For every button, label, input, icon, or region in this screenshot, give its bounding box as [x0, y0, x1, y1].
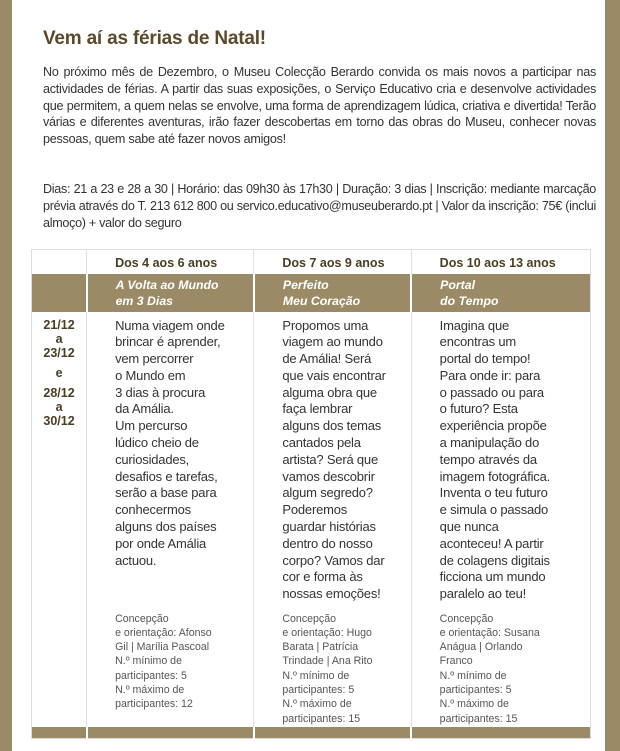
date-conjunction: e — [55, 365, 63, 380]
footer-bar — [254, 727, 411, 739]
schedule-table — [31, 249, 591, 739]
activity-title: Perfeito Meu Coração — [254, 274, 411, 312]
age-row — [32, 250, 591, 274]
activity-credits: Concepção e orientação: Hugo Barata | Patrícia Trindade | Ana Rito N.º mínimo de participantes: 5 N.º máximo de participantes: 15 — [282, 612, 373, 725]
activity-title: Portal do Tempo — [411, 274, 590, 312]
activity-credits: Concepção e orientação: Afonso Gil | Marília Pascoal N.º mínimo de participantes: 5 N.º máximo de participantes: 12 — [115, 612, 212, 711]
activity-cell — [254, 312, 411, 727]
age-header: Dos 10 aos 13 anos — [411, 250, 590, 274]
activity-cell — [411, 312, 590, 727]
activity-body-row — [32, 312, 591, 727]
activity-title-row — [32, 274, 591, 312]
info-paragraph: Dias: 21 a 23 e 28 a 30 | Horário: das 09h30 às 17h30 | Duração: 3 dias | Inscrição: mediante marcação prévia através do T. 213 612 800 ou servico.educativo@museuberardo.pt | Valor da inscrição: 75€ (inclui almoço) + valor do seguro — [43, 182, 596, 230]
page — [12, 0, 605, 751]
footer-bar — [87, 727, 254, 739]
activity-credits: Concepção e orientação: Susana Anágua | Orlando Franco N.º mínimo de participantes: 5 N.º máximo de participantes: 15 — [439, 612, 540, 725]
activity-description: Numa viagem onde brincar é aprender, vem percorrer o Mundo em 3 dias à procura da Amália. Um percurso lúdico cheio de curiosidades, desafios e tarefas, serão a base para conhecermos alguns dos países por onde Amália actuou. — [115, 317, 225, 568]
activity-title: A Volta ao Mundo em 3 Dias — [87, 274, 254, 312]
age-header: Dos 7 aos 9 anos — [254, 250, 411, 274]
age-header: Dos 4 aos 6 anos — [87, 250, 254, 274]
footer-bar — [32, 727, 87, 739]
activity-cell — [87, 312, 254, 727]
activity-description: Imagina que encontras um portal do tempo! Para onde ir: para o passado ou para o futuro? Esta experiência propõe a manipulação do tempo através da imagem fotográfica. Inventa o teu futuro e simula o passado que nunca aconteceu! A partir de colagens digitais ficciona um mundo paralelo ao teu! — [439, 317, 551, 602]
empty-cell — [32, 250, 87, 274]
footer-bar-row — [32, 727, 591, 739]
dates-cell — [32, 312, 87, 727]
empty-cell — [32, 274, 87, 312]
page-title: Vem aí as férias de Natal! — [43, 28, 266, 49]
date-range-1: 21/12 a 23/12 — [43, 317, 75, 360]
date-range-2: 28/12 a 30/12 — [43, 385, 75, 428]
intro-paragraph: No próximo mês de Dezembro, o Museu Colecção Berardo convida os mais novos a participar nas actividades de férias. A partir das suas exposições, o Serviço Educativo cria e desenvolve actividades que permitem, a quem nelas se envolve, uma forma de aprendizagem lúdica, criativa e divertida! Terão várias e diferentes aventuras, irão fazer descobertas em torno das obras do Museu, conhecer novas pessoas, quem sabe até fazer novos amigos! — [43, 65, 596, 147]
footer-bar — [411, 727, 590, 739]
activity-description: Propomos uma viagem ao mundo de Amália! Será que vais encontrar alguma obra que faça lembrar alguns dos temas cantados pela artista? Será que vamos descobrir algum segredo? Poderemos guardar histórias dentro do nosso corpo? Vamos dar cor e forma às nossas emoções! — [282, 317, 386, 602]
